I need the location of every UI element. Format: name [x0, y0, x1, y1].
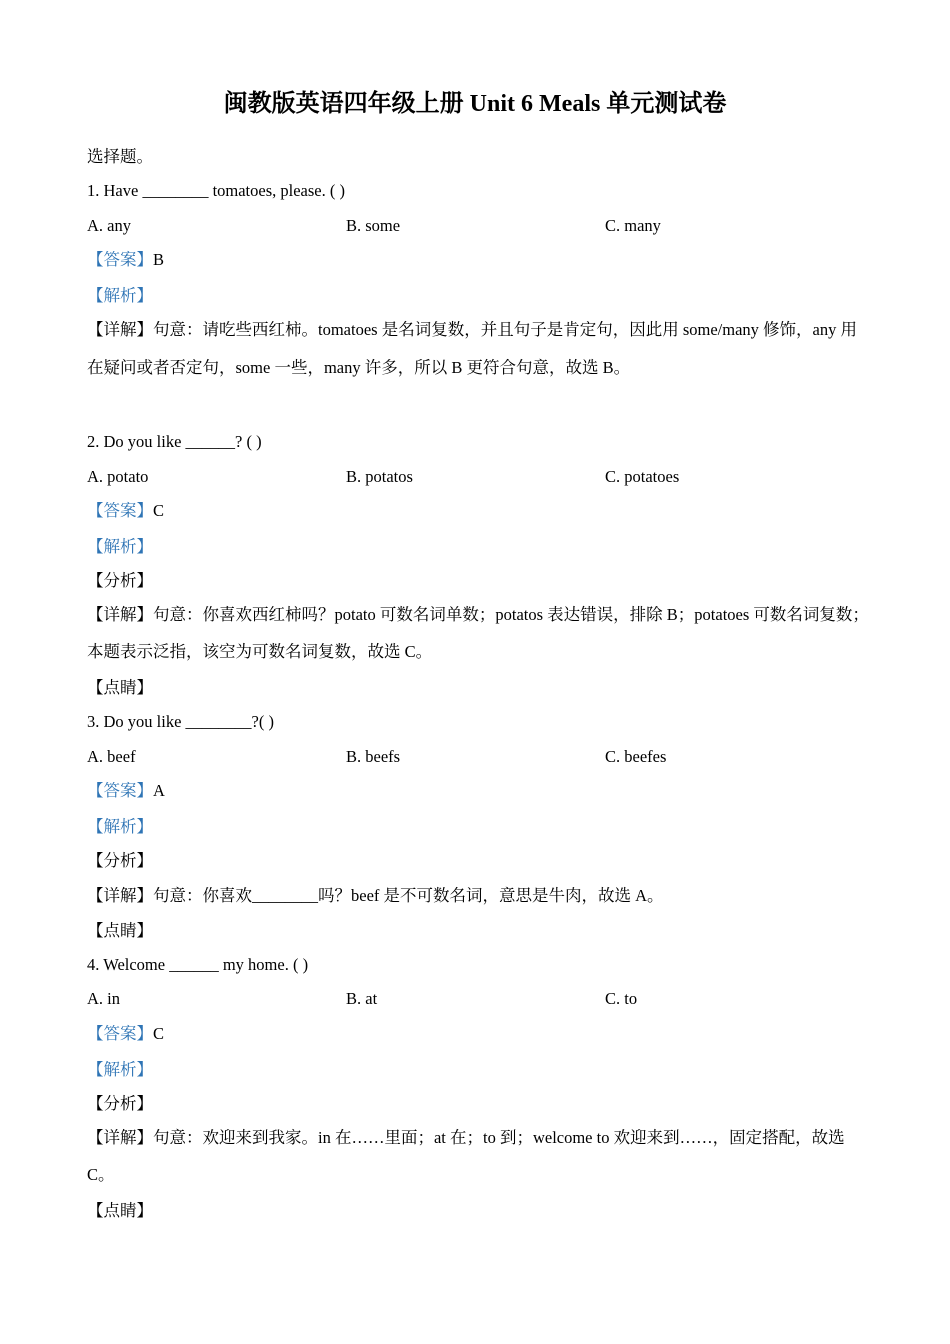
detail-line: 本题表示泛指，该空为可数名词复数，故选 C。 — [87, 642, 433, 661]
answer-label: 【答案】 — [87, 1024, 153, 1043]
analysis-label: 【解析】 — [87, 1060, 153, 1079]
answer-value: B — [153, 250, 165, 269]
option-a: A. potato — [87, 467, 149, 486]
analysis-label: 【解析】 — [87, 817, 153, 836]
option-a: A. beef — [87, 747, 136, 766]
answer-label: 【答案】 — [87, 781, 153, 800]
option-c: C. to — [605, 989, 638, 1008]
option-c: C. beefes — [605, 747, 667, 766]
option-b: B. some — [346, 216, 401, 235]
option-b: B. at — [346, 989, 378, 1008]
question-stem: 3. Do you like ________?( ) — [87, 712, 274, 731]
answer-value: C — [153, 1024, 165, 1043]
question-stem: 2. Do you like ______? ( ) — [87, 432, 262, 451]
question-stem: 4. Welcome ______ my home. ( ) — [87, 955, 309, 974]
fenxi-label: 【分析】 — [87, 851, 153, 870]
answer-line — [87, 499, 164, 523]
dianjing-label: 【点睛】 — [87, 1201, 153, 1220]
detail-line: 【详解】句意：你喜欢________吗？beef 是不可数名词，意思是牛肉，故选 A。 — [87, 886, 664, 905]
fenxi-label: 【分析】 — [87, 1094, 153, 1113]
fenxi-label: 【分析】 — [87, 571, 153, 590]
question-stem: 1. Have ________ tomatoes, please. ( ) — [87, 181, 345, 200]
answer-line — [87, 779, 165, 803]
option-b: B. beefs — [346, 747, 401, 766]
detail-line: 【详解】句意：欢迎来到我家。in 在……里面；at 在；to 到；welcome to 欢迎来到……，固定搭配，故选 — [87, 1128, 845, 1147]
option-a: A. any — [87, 216, 131, 235]
answer-line — [87, 1022, 164, 1046]
option-c: C. many — [605, 216, 661, 235]
answer-label: 【答案】 — [87, 501, 153, 520]
answer-label: 【答案】 — [87, 250, 153, 269]
detail-line: 在疑问或者否定句，some 一些，many 许多，所以 B 更符合句意，故选 B。 — [87, 358, 631, 377]
detail-line: C。 — [87, 1165, 115, 1184]
detail-line: 【详解】句意：你喜欢西红柿吗？potato 可数名词单数；potatos 表达错误，排除 B；potatoes 可数名词复数； — [87, 605, 869, 624]
answer-value: A — [153, 781, 165, 800]
analysis-label: 【解析】 — [87, 286, 153, 305]
section-label: 选择题。 — [87, 147, 153, 166]
answer-value: C — [153, 501, 165, 520]
analysis-label: 【解析】 — [87, 537, 153, 556]
dianjing-label: 【点睛】 — [87, 921, 153, 940]
option-b: B. potatos — [346, 467, 413, 486]
answer-line — [87, 248, 164, 272]
document-title: 闽教版英语四年级上册 Unit 6 Meals 单元测试卷 — [223, 91, 727, 117]
dianjing-label: 【点睛】 — [87, 678, 153, 697]
option-c: C. potatoes — [605, 467, 680, 486]
option-a: A. in — [87, 989, 120, 1008]
detail-line: 【详解】句意：请吃些西红柿。tomatoes 是名词复数，并且句子是肯定句，因此用 some/many 修饰，any 用 — [87, 320, 857, 339]
